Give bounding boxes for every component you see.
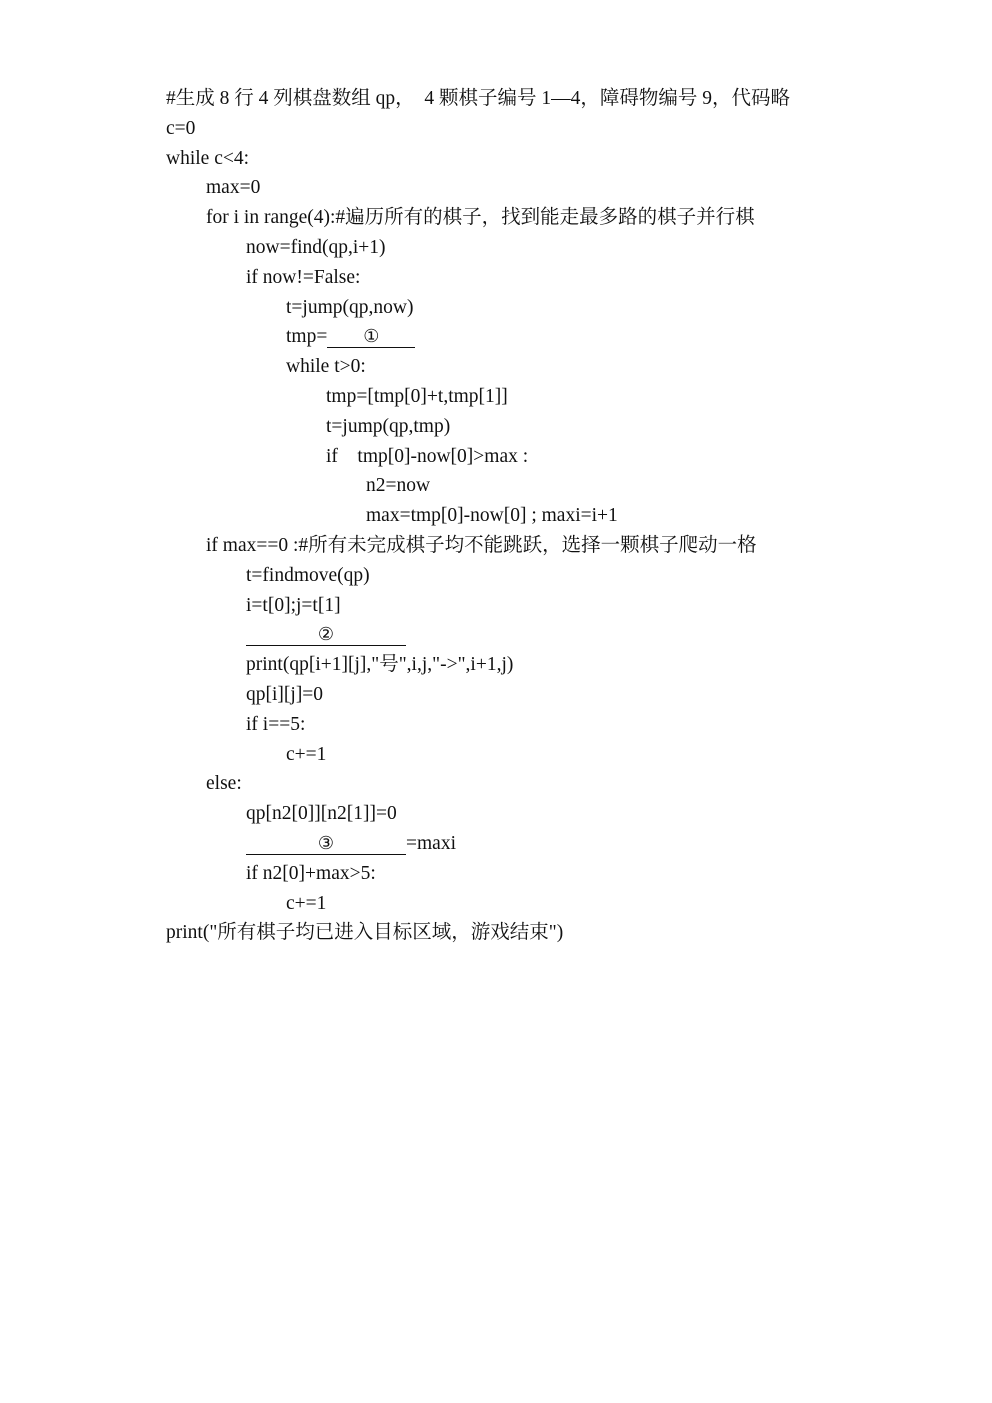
code-line-blank-1 [166,322,926,352]
fill-blank-3: ③ [246,832,406,855]
code-line: if max==0 :#所有未完成棋子均不能跳跃，选择一颗棋子爬动一格 [206,534,757,556]
code-listing [166,84,926,948]
code-line: if now!=False: [246,266,361,288]
code-text: =maxi [406,832,456,854]
code-line: print(qp[i+1][j],"号",i,j,"->",i+1,j) [246,654,514,676]
code-line: while c<4: [166,147,250,169]
code-line: if n2[0]+max>5: [246,862,376,884]
comment-line-setup: #生成 8 行 4 列棋盘数组 qp， 4 颗棋子编号 1—4，障碍物编号 9，代码略 [166,88,791,109]
code-line: i=t[0];j=t[1] [246,594,341,616]
code-line: if tmp[0]-now[0]>max : [326,445,529,467]
code-line: t=findmove(qp) [246,564,370,586]
code-line: max=0 [206,177,261,199]
code-line-blank-2 [166,620,926,650]
code-line: qp[i][j]=0 [246,683,324,705]
code-line: tmp=[tmp[0]+t,tmp[1]] [326,385,508,407]
code-line: if i==5: [246,713,306,735]
code-line: now=find(qp,i+1) [246,236,386,258]
code-line: t=jump(qp,now) [286,296,414,318]
code-line: c=0 [166,117,196,139]
code-line: c+=1 [286,892,327,914]
fill-blank-2: ② [246,623,406,646]
code-line: qp[n2[0]][n2[1]]=0 [246,803,397,825]
code-text: tmp= [286,326,328,348]
code-line: c+=1 [286,743,327,765]
code-line-blank-3 [166,829,926,859]
code-line: for i in range(4):#遍历所有的棋子，找到能走最多路的棋子并行棋 [206,207,755,229]
code-line: print("所有棋子均已进入目标区域，游戏结束") [166,922,564,944]
code-line: while t>0: [286,356,366,378]
code-line: max=tmp[0]-now[0] ; maxi=i+1 [366,505,618,527]
code-line: else: [206,773,242,795]
code-line: t=jump(qp,tmp) [326,415,451,437]
fill-blank-1: ① [327,325,415,348]
code-line: n2=now [366,475,431,497]
